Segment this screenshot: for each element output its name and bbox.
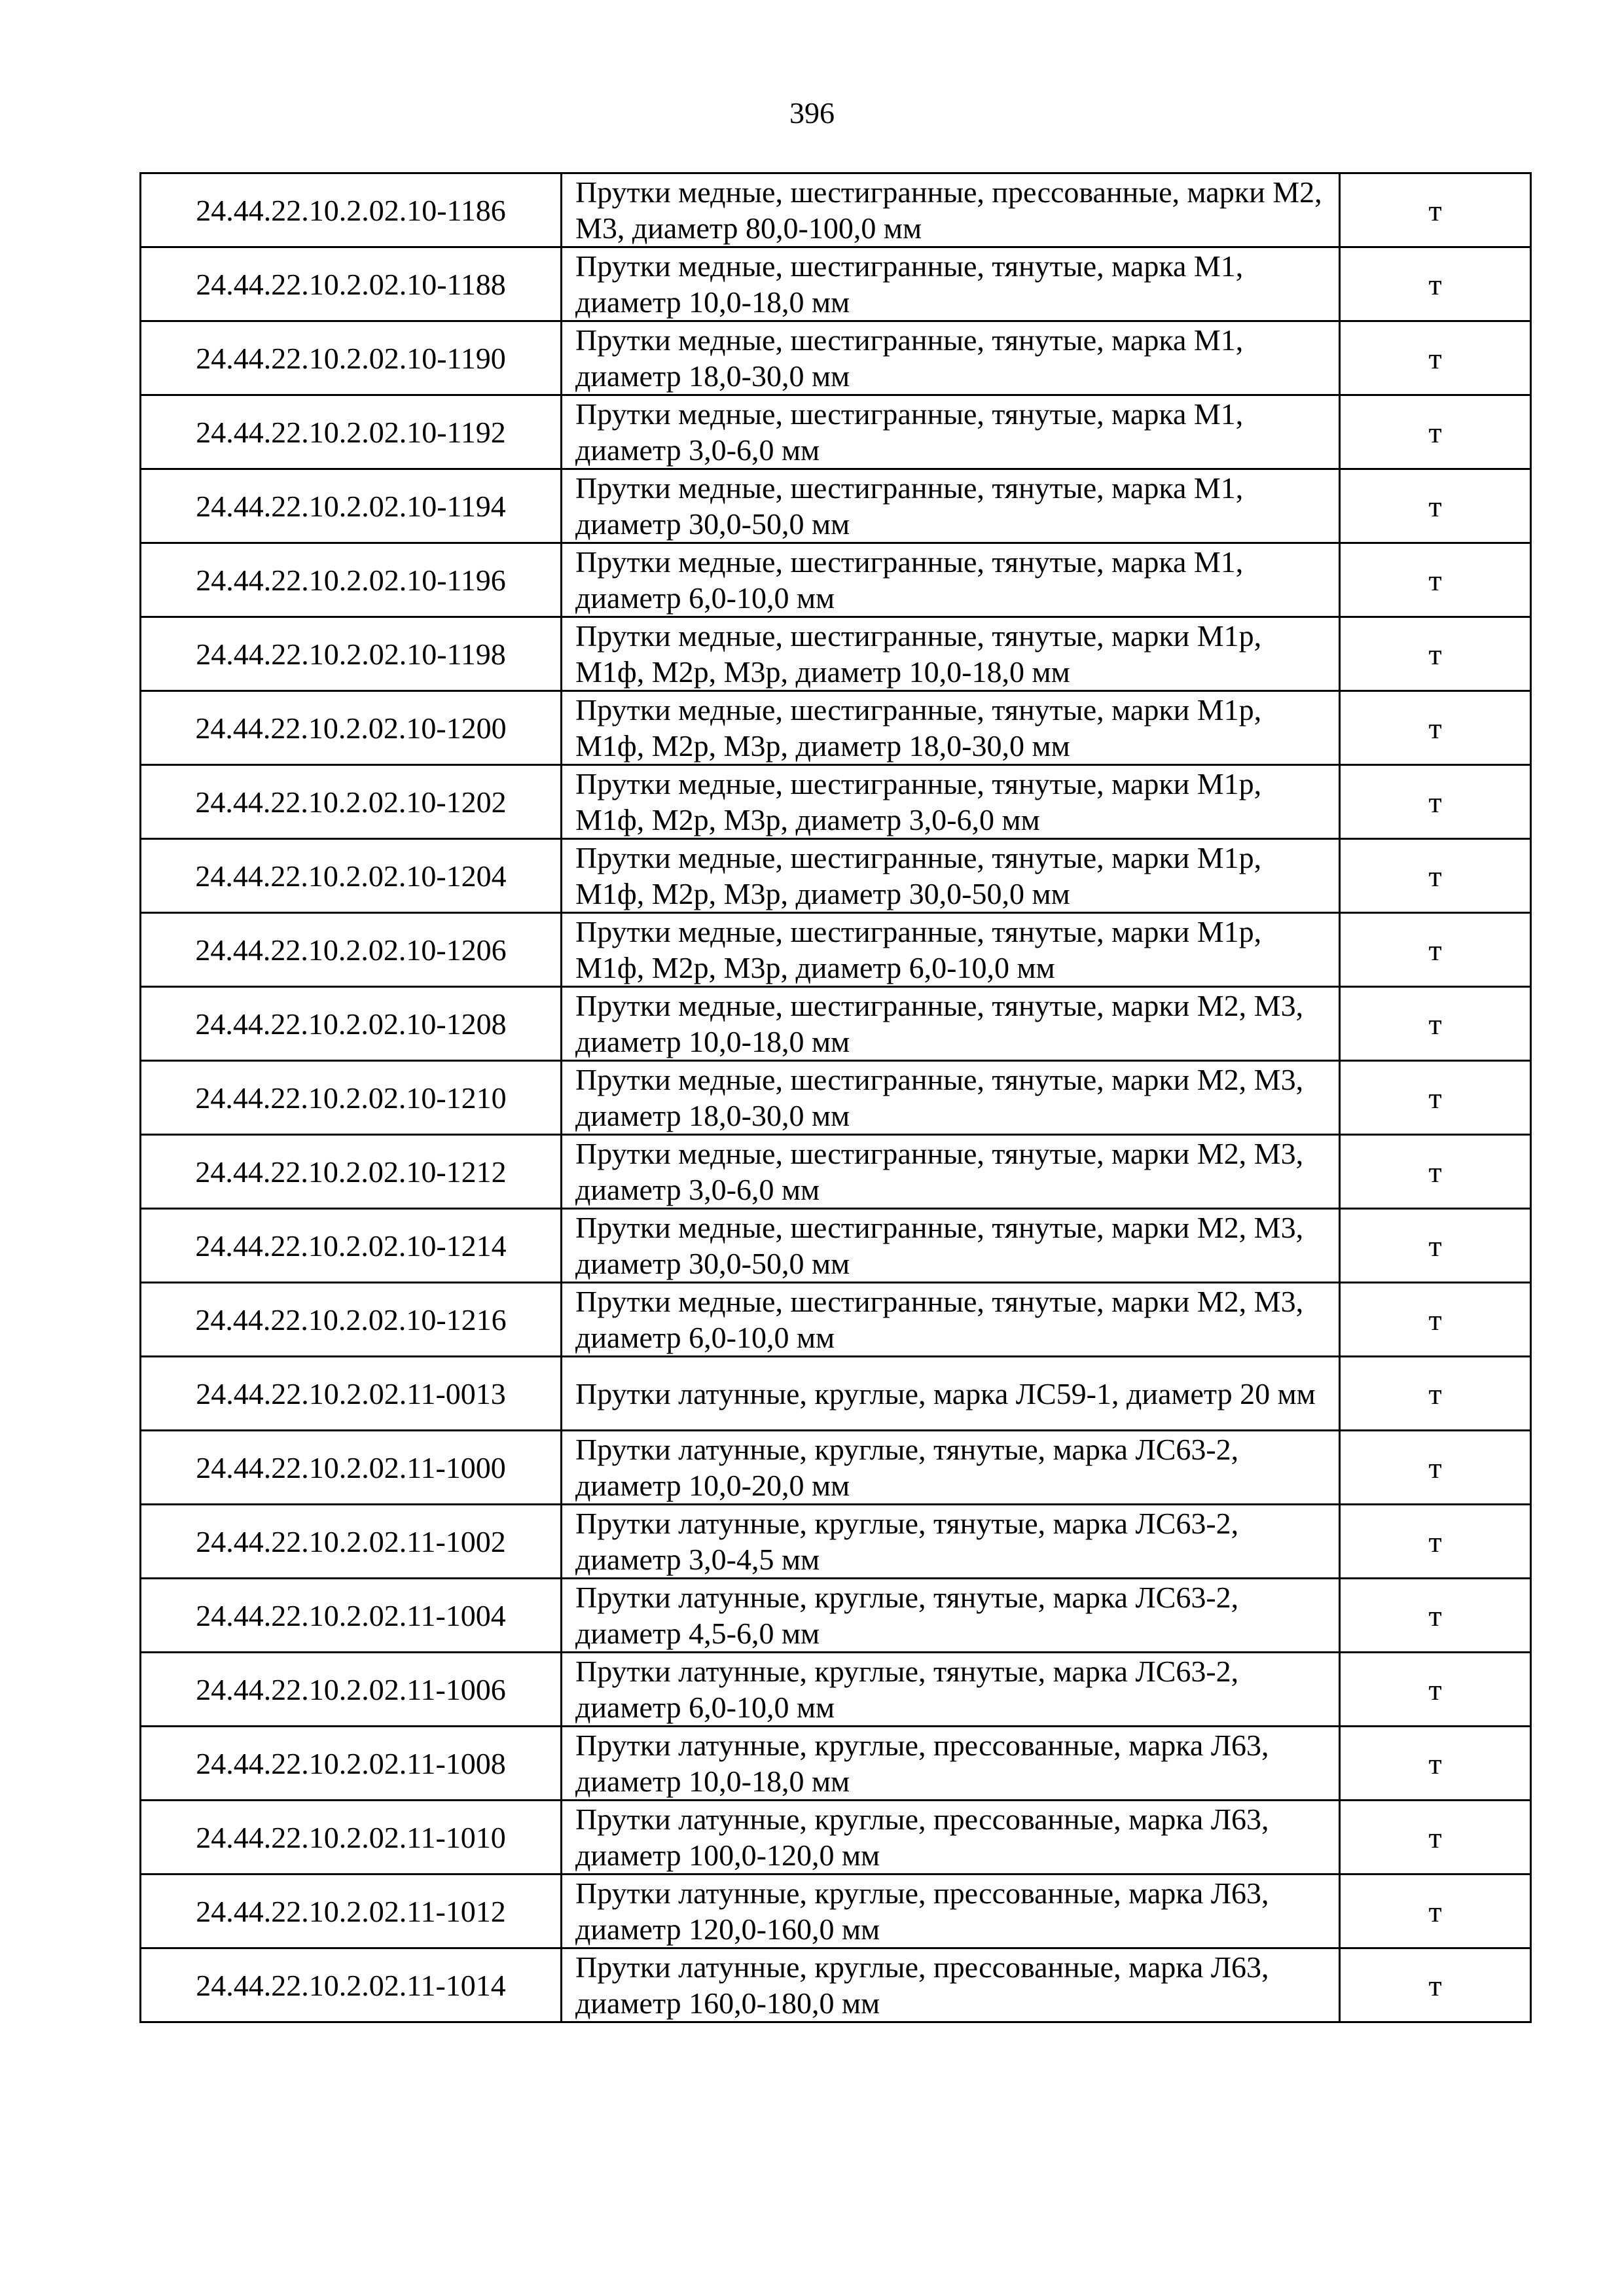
resource-description: Прутки медные, шестигранные, тянутые, марки М2, М3, диаметр 6,0-10,0 мм xyxy=(562,1283,1340,1357)
table-row xyxy=(141,691,1531,765)
resource-code: 24.44.22.10.2.02.10-1192 xyxy=(141,395,562,469)
resource-unit: т xyxy=(1340,1135,1531,1209)
table-row xyxy=(141,1727,1531,1801)
resource-description: Прутки медные, шестигранные, тянутые, марка М1, диаметр 6,0-10,0 мм xyxy=(562,543,1340,617)
resource-unit: т xyxy=(1340,765,1531,839)
resource-code: 24.44.22.10.2.02.10-1214 xyxy=(141,1209,562,1283)
table-row xyxy=(141,321,1531,395)
resource-unit: т xyxy=(1340,913,1531,987)
table-row xyxy=(141,543,1531,617)
table-row xyxy=(141,1135,1531,1209)
resource-description: Прутки медные, шестигранные, тянутые, марки М2, М3, диаметр 30,0-50,0 мм xyxy=(562,1209,1340,1283)
resource-description: Прутки латунные, круглые, прессованные, марка Л63, диаметр 100,0-120,0 мм xyxy=(562,1801,1340,1874)
resource-description: Прутки медные, шестигранные, тянутые, марки М1р, М1ф, М2р, М3р, диаметр 18,0-30,0 мм xyxy=(562,691,1340,765)
resource-unit: т xyxy=(1340,1505,1531,1579)
resource-unit: т xyxy=(1340,1357,1531,1431)
table-row xyxy=(141,1505,1531,1579)
materials-table xyxy=(139,172,1532,2023)
table-row xyxy=(141,1431,1531,1505)
resource-description: Прутки латунные, круглые, прессованные, марка Л63, диаметр 120,0-160,0 мм xyxy=(562,1874,1340,1948)
resource-unit: т xyxy=(1340,395,1531,469)
table-row xyxy=(141,839,1531,913)
table-row xyxy=(141,913,1531,987)
resource-unit: т xyxy=(1340,1061,1531,1135)
resource-unit: т xyxy=(1340,1283,1531,1357)
resource-unit: т xyxy=(1340,1874,1531,1948)
resource-code: 24.44.22.10.2.02.11-1002 xyxy=(141,1505,562,1579)
resource-unit: т xyxy=(1340,691,1531,765)
resource-unit: т xyxy=(1340,987,1531,1061)
resource-code: 24.44.22.10.2.02.10-1216 xyxy=(141,1283,562,1357)
resource-code: 24.44.22.10.2.02.10-1198 xyxy=(141,617,562,691)
resource-description: Прутки латунные, круглые, прессованные, марка Л63, диаметр 160,0-180,0 мм xyxy=(562,1948,1340,2022)
table-row xyxy=(141,1579,1531,1653)
materials-table-body xyxy=(141,173,1531,2022)
table-row xyxy=(141,469,1531,543)
resource-code: 24.44.22.10.2.02.11-1000 xyxy=(141,1431,562,1505)
resource-description: Прутки латунные, круглые, тянутые, марка ЛС63-2, диаметр 4,5-6,0 мм xyxy=(562,1579,1340,1653)
resource-description: Прутки латунные, круглые, марка ЛС59-1, диаметр 20 мм xyxy=(562,1357,1340,1431)
table-row xyxy=(141,173,1531,247)
resource-unit: т xyxy=(1340,1727,1531,1801)
resource-description: Прутки медные, шестигранные, прессованные, марки М2, М3, диаметр 80,0-100,0 мм xyxy=(562,173,1340,247)
table-row xyxy=(141,617,1531,691)
resource-description: Прутки латунные, круглые, прессованные, марка Л63, диаметр 10,0-18,0 мм xyxy=(562,1727,1340,1801)
table-row xyxy=(141,1283,1531,1357)
resource-code: 24.44.22.10.2.02.11-1012 xyxy=(141,1874,562,1948)
table-row xyxy=(141,1061,1531,1135)
resource-code: 24.44.22.10.2.02.11-1006 xyxy=(141,1653,562,1727)
resource-unit: т xyxy=(1340,247,1531,321)
resource-code: 24.44.22.10.2.02.10-1186 xyxy=(141,173,562,247)
resource-code: 24.44.22.10.2.02.10-1194 xyxy=(141,469,562,543)
table-row xyxy=(141,1357,1531,1431)
resource-unit: т xyxy=(1340,173,1531,247)
resource-code: 24.44.22.10.2.02.10-1212 xyxy=(141,1135,562,1209)
resource-description: Прутки латунные, круглые, тянутые, марка ЛС63-2, диаметр 10,0-20,0 мм xyxy=(562,1431,1340,1505)
resource-unit: т xyxy=(1340,617,1531,691)
resource-description: Прутки медные, шестигранные, тянутые, марка М1, диаметр 10,0-18,0 мм xyxy=(562,247,1340,321)
resource-description: Прутки медные, шестигранные, тянутые, марки М1р, М1ф, М2р, М3р, диаметр 10,0-18,0 мм xyxy=(562,617,1340,691)
resource-code: 24.44.22.10.2.02.10-1200 xyxy=(141,691,562,765)
resource-code: 24.44.22.10.2.02.10-1190 xyxy=(141,321,562,395)
table-row xyxy=(141,1948,1531,2022)
resource-code: 24.44.22.10.2.02.10-1196 xyxy=(141,543,562,617)
resource-code: 24.44.22.10.2.02.11-0013 xyxy=(141,1357,562,1431)
resource-code: 24.44.22.10.2.02.11-1010 xyxy=(141,1801,562,1874)
resource-unit: т xyxy=(1340,1948,1531,2022)
resource-unit: т xyxy=(1340,321,1531,395)
resource-code: 24.44.22.10.2.02.10-1206 xyxy=(141,913,562,987)
resource-code: 24.44.22.10.2.02.10-1188 xyxy=(141,247,562,321)
resource-unit: т xyxy=(1340,1579,1531,1653)
resource-description: Прутки медные, шестигранные, тянутые, марки М1р, М1ф, М2р, М3р, диаметр 30,0-50,0 мм xyxy=(562,839,1340,913)
resource-code: 24.44.22.10.2.02.11-1004 xyxy=(141,1579,562,1653)
resource-description: Прутки медные, шестигранные, тянутые, марки М2, М3, диаметр 18,0-30,0 мм xyxy=(562,1061,1340,1135)
resource-description: Прутки медные, шестигранные, тянутые, марка М1, диаметр 18,0-30,0 мм xyxy=(562,321,1340,395)
resource-description: Прутки медные, шестигранные, тянутые, марка М1, диаметр 30,0-50,0 мм xyxy=(562,469,1340,543)
resource-code: 24.44.22.10.2.02.11-1008 xyxy=(141,1727,562,1801)
resource-unit: т xyxy=(1340,543,1531,617)
resource-description: Прутки латунные, круглые, тянутые, марка ЛС63-2, диаметр 6,0-10,0 мм xyxy=(562,1653,1340,1727)
resource-unit: т xyxy=(1340,839,1531,913)
resource-unit: т xyxy=(1340,1801,1531,1874)
table-row xyxy=(141,987,1531,1061)
resource-description: Прутки медные, шестигранные, тянутые, марки М1р, М1ф, М2р, М3р, диаметр 3,0-6,0 мм xyxy=(562,765,1340,839)
table-row xyxy=(141,1209,1531,1283)
resource-unit: т xyxy=(1340,469,1531,543)
resource-code: 24.44.22.10.2.02.11-1014 xyxy=(141,1948,562,2022)
resource-description: Прутки медные, шестигранные, тянутые, марки М2, М3, диаметр 3,0-6,0 мм xyxy=(562,1135,1340,1209)
resource-code: 24.44.22.10.2.02.10-1208 xyxy=(141,987,562,1061)
table-row xyxy=(141,247,1531,321)
resource-code: 24.44.22.10.2.02.10-1202 xyxy=(141,765,562,839)
resource-code: 24.44.22.10.2.02.10-1210 xyxy=(141,1061,562,1135)
table-row xyxy=(141,1874,1531,1948)
resource-description: Прутки медные, шестигранные, тянутые, марки М1р, М1ф, М2р, М3р, диаметр 6,0-10,0 мм xyxy=(562,913,1340,987)
resource-unit: т xyxy=(1340,1653,1531,1727)
resource-unit: т xyxy=(1340,1209,1531,1283)
resource-code: 24.44.22.10.2.02.10-1204 xyxy=(141,839,562,913)
resource-unit: т xyxy=(1340,1431,1531,1505)
table-row xyxy=(141,395,1531,469)
table-row xyxy=(141,1653,1531,1727)
page-number: 396 xyxy=(789,96,835,130)
table-row xyxy=(141,1801,1531,1874)
table-row xyxy=(141,765,1531,839)
resource-description: Прутки медные, шестигранные, тянутые, марки М2, М3, диаметр 10,0-18,0 мм xyxy=(562,987,1340,1061)
resource-description: Прутки медные, шестигранные, тянутые, марка М1, диаметр 3,0-6,0 мм xyxy=(562,395,1340,469)
resource-description: Прутки латунные, круглые, тянутые, марка ЛС63-2, диаметр 3,0-4,5 мм xyxy=(562,1505,1340,1579)
